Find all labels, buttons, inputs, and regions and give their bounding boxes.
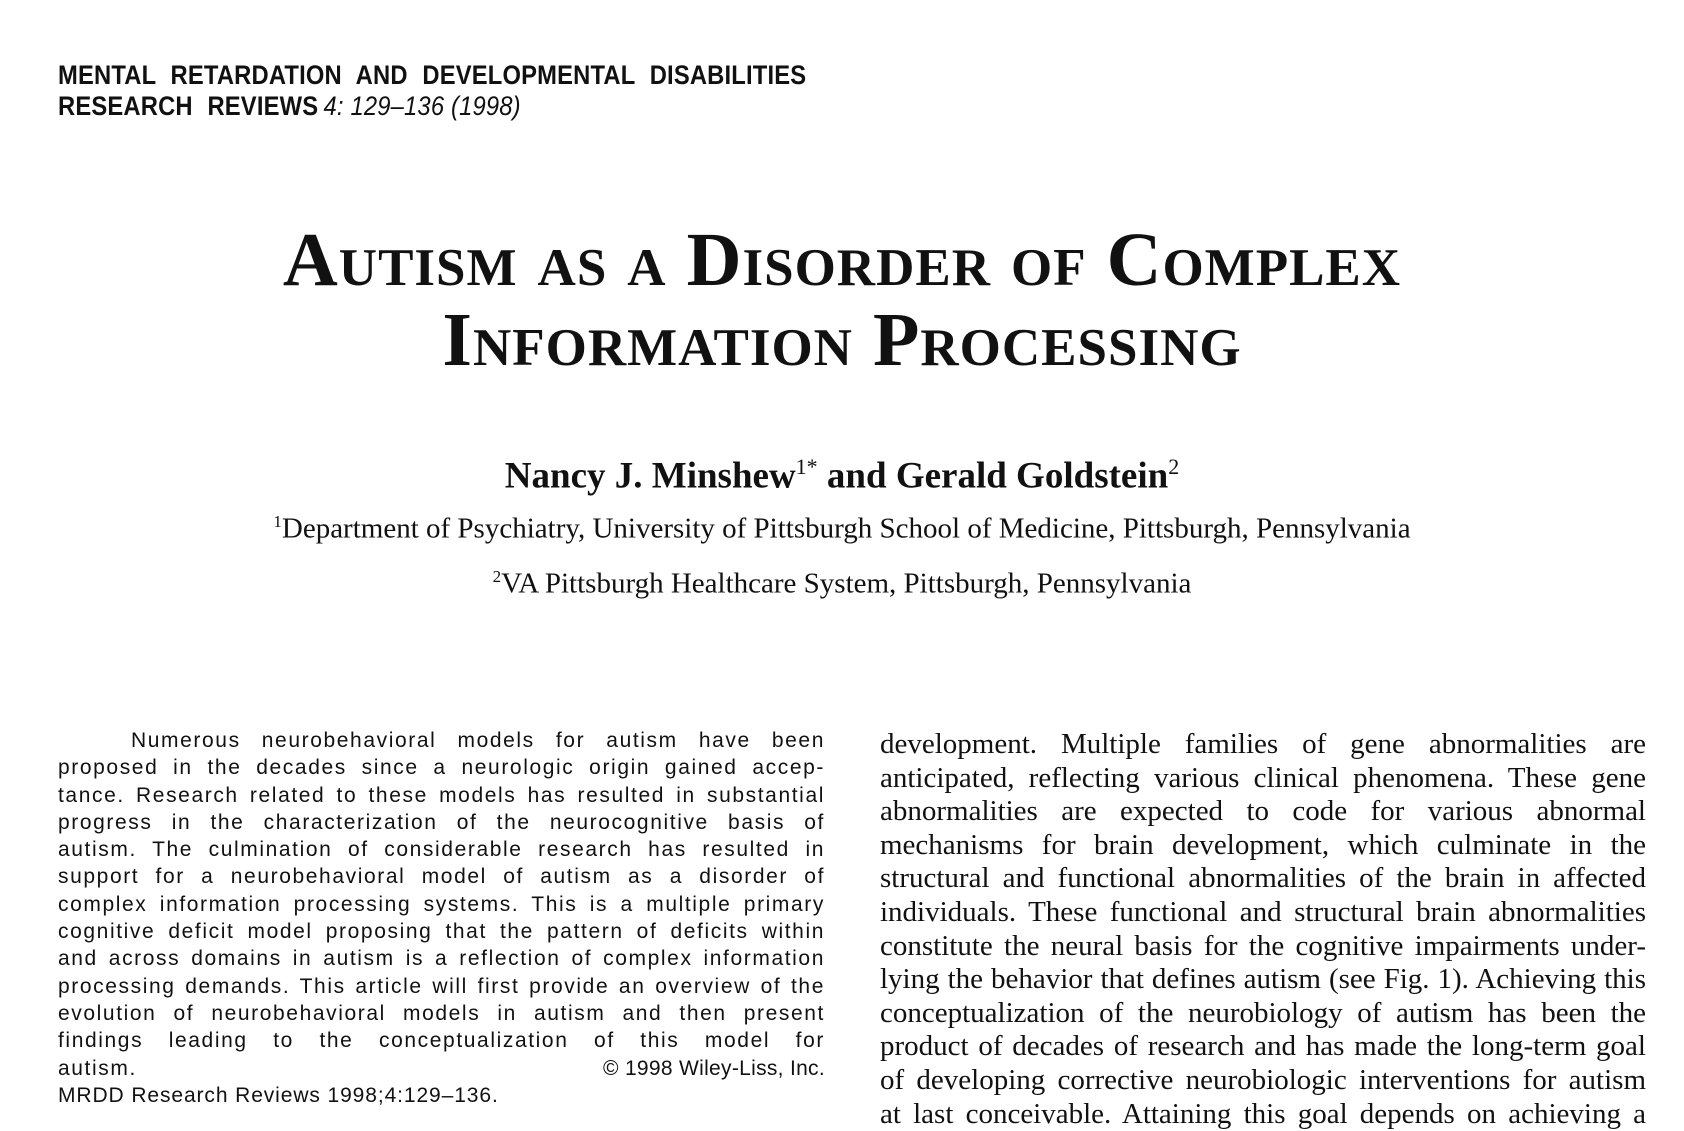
abstract-line: tance. Research related to these models has resulted in substantial [58, 783, 825, 807]
abstract-line: findings leading to the conceptualization of this model for [58, 1029, 825, 1053]
abstract-line: cognitive deficit model proposing that the pattern of deficits within [58, 920, 825, 944]
author-2-name: Gerald Goldstein [895, 455, 1169, 497]
body-line: mechanisms for brain development, which culminate in the [880, 828, 1646, 861]
journal-name-line2 [58, 91, 806, 122]
journal-header [58, 60, 806, 122]
abstract-line: support for a neurobehavioral model of autism as a disorder of [58, 865, 825, 889]
abstract-line: and across domains in autism is a reflection of complex information [58, 947, 825, 971]
body-line: abnormalities are expected to code for various abnormal [880, 795, 1646, 828]
abstract-line: Numerous neurobehavioral models for autism have been [131, 729, 825, 752]
abstract-line: proposed in the decades since a neurologic origin gained accep- [58, 756, 825, 780]
abstract-last-row [58, 1055, 825, 1082]
abstract-last-word: autism. [58, 1056, 137, 1080]
author-1-affiliation-mark: 1* [795, 454, 818, 479]
body-line: of developing corrective neurobiologic interventions for autism [880, 1063, 1646, 1096]
author-joiner: and [817, 455, 896, 497]
journal-name-line2-text: RESEARCH REVIEWS [58, 91, 319, 121]
article-title-line2: Information Processing [442, 298, 1242, 382]
abstract-line: evolution of neurobehavioral models in autism and then present [58, 1001, 825, 1025]
body-line: product of decades of research and has made the long-term goal [880, 1030, 1646, 1063]
copyright-notice: © 1998 Wiley-Liss, Inc. [603, 1056, 825, 1080]
body-line: lying the behavior that defines autism (see Fig. 1). Achieving this [880, 963, 1646, 996]
abstract-line: processing demands. This article will first provide an overview of the [58, 974, 825, 998]
abstract-line: progress in the characterization of the neurocognitive basis of [58, 810, 825, 834]
affiliation-1 [0, 505, 1684, 546]
article-title-line1: Autism as a Disorder of Complex [282, 218, 1402, 302]
body-line: structural and functional abnormalities of the brain in affected [880, 862, 1646, 895]
affiliation-1-text: Department of Psychiatry, University of Pittsburgh School of Medicine, Pittsburgh, Pennsylvania [281, 512, 1411, 545]
affiliation-2 [0, 560, 1684, 601]
body-line: anticipated, reflecting various clinical phenomena. These gene [880, 761, 1646, 794]
body-line: conceptualization of the neurobiology of autism has been the [880, 996, 1646, 1029]
body-line: development. Multiple families of gene abnormalities are [880, 728, 1646, 760]
journal-name-line1: MENTAL RETARDATION AND DEVELOPMENTAL DISABILITIES [58, 60, 807, 90]
citation-footer: MRDD Research Reviews 1998;4:129–136. [58, 1083, 499, 1107]
author-list [0, 445, 1684, 498]
affiliation-2-mark: 2 [492, 567, 502, 586]
body-line: at last conceivable. Attaining this goal depends on achieving a [880, 1097, 1646, 1130]
body-text-column [880, 728, 1646, 1131]
abstract-line: autism. The culmination of considerable research has resulted in [58, 838, 825, 862]
affiliation-1-mark: 1 [273, 512, 282, 531]
journal-citation: 4: 129–136 (1998) [323, 91, 521, 121]
article-title [0, 220, 1684, 380]
author-2-affiliation-mark: 2 [1168, 454, 1180, 479]
author-1-name: Nancy J. Minshew [504, 455, 796, 497]
body-line: individuals. These functional and structural brain abnormalities [880, 895, 1646, 928]
body-line: constitute the neural basis for the cognitive impairments under- [880, 929, 1646, 962]
abstract-line: complex information processing systems. This is a multiple primary [58, 892, 825, 916]
abstract [58, 727, 825, 1109]
affiliation-2-text: VA Pittsburgh Healthcare System, Pittsburgh, Pennsylvania [501, 567, 1192, 600]
